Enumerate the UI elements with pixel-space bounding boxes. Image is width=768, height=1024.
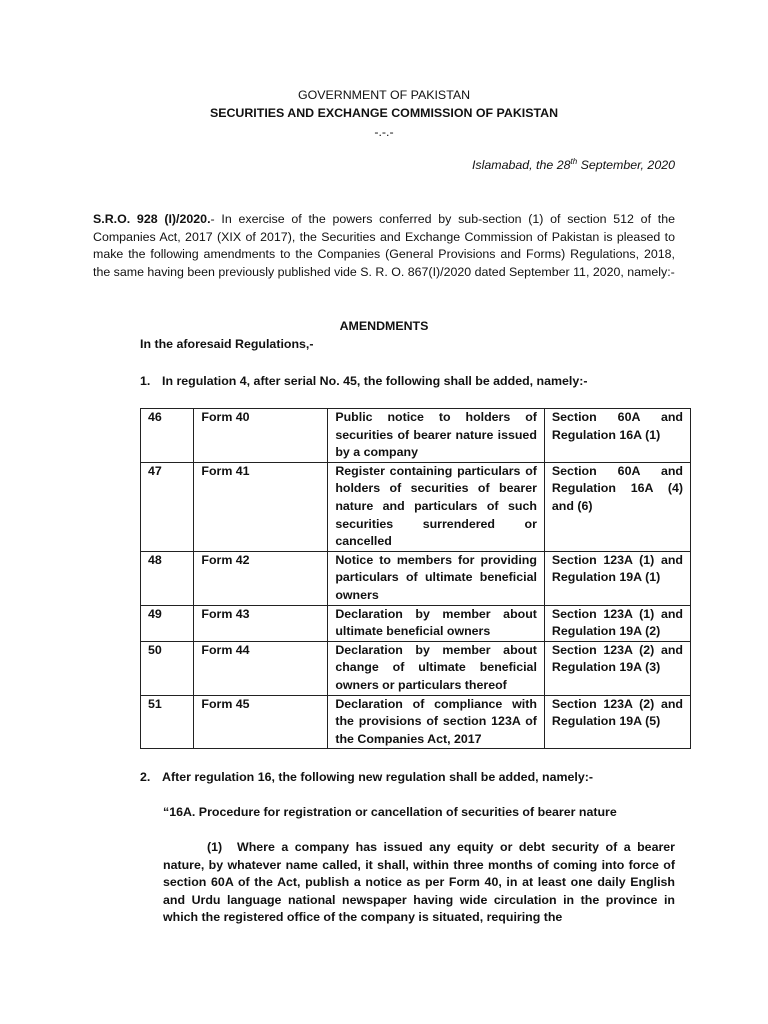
form-cell: Form 45 <box>194 695 328 749</box>
form-cell: Form 41 <box>194 462 328 551</box>
serial-cell: 46 <box>141 409 194 463</box>
government-heading: GOVERNMENT OF PAKISTAN <box>297 88 471 102</box>
reference-cell: Section 60A and Regulation 16A (4) and (6) <box>544 462 690 551</box>
amendments-intro: In the aforesaid Regulations,- <box>140 337 314 351</box>
description-cell: Declaration by member about ultimate beneficial owners <box>328 605 545 641</box>
amendment-item-1 <box>140 373 588 391</box>
description-cell: Register containing particulars of holders of securities of bearer nature and particulars of such securities surrendered or cancelled <box>328 462 545 551</box>
serial-cell: 50 <box>141 641 194 695</box>
header-separator: -.-.- <box>374 125 394 139</box>
subsection-number: (1) <box>207 840 223 854</box>
table-row <box>141 605 691 641</box>
amendment-item-2 <box>140 769 593 787</box>
table-row <box>141 695 691 749</box>
regulation-subsection-1 <box>163 839 675 927</box>
description-cell: Declaration of compliance with the provisions of section 123A of the Companies Act, 2017 <box>328 695 545 749</box>
date-ordinal: th <box>570 156 578 166</box>
reference-cell: Section 123A (2) and Regulation 19A (5) <box>544 695 690 749</box>
description-cell: Notice to members for providing particulars of ultimate beneficial owners <box>328 551 545 605</box>
serial-cell: 49 <box>141 605 194 641</box>
serial-cell: 47 <box>141 462 194 551</box>
serial-cell: 51 <box>141 695 194 749</box>
form-cell: Form 44 <box>194 641 328 695</box>
amendment-item-2-text: After regulation 16, the following new regulation shall be added, namely:- <box>162 770 593 784</box>
table-row <box>141 462 691 551</box>
reference-cell: Section 123A (2) and Regulation 19A (3) <box>544 641 690 695</box>
form-cell: Form 42 <box>194 551 328 605</box>
table-row <box>141 551 691 605</box>
date-suffix: September, 2020 <box>577 158 675 172</box>
reference-cell: Section 123A (1) and Regulation 19A (1) <box>544 551 690 605</box>
form-cell: Form 40 <box>194 409 328 463</box>
table-row <box>141 641 691 695</box>
commission-heading: SECURITIES AND EXCHANGE COMMISSION OF PAKISTAN <box>209 106 559 120</box>
date-prefix: Islamabad, the 28 <box>471 158 571 172</box>
serial-cell: 48 <box>141 551 194 605</box>
amendment-item-2-number: 2. <box>140 770 151 784</box>
amendment-item-1-number: 1. <box>140 374 151 388</box>
amendment-item-1-text: In regulation 4, after serial No. 45, the following shall be added, namely:- <box>162 374 588 388</box>
notification-body: - In exercise of the powers conferred by sub-section (1) of section 512 of the Companies Act, 2017 (XIX of 2017), the Securities and Exchange Commission of Pakistan is pleased to make the following amendments to the Companies (General Provisions and Forms) Regulations, 2018, the same having been previously published vide S. R. O. 867(I)/2020 dated September 11, 2020, namely:- <box>93 212 675 279</box>
regulation-heading: “16A. Procedure for registration or cancellation of securities of bearer nature <box>163 805 617 819</box>
form-cell: Form 43 <box>194 605 328 641</box>
notification-paragraph <box>93 211 675 281</box>
subsection-text: Where a company has issued any equity or debt security of a bearer nature, by whatever name called, it shall, within three months of coming into force of section 60A of the Act, publish a notice as per Form 40, in at least one daily English and Urdu language national newspaper having wide circulation in the province in which the registered office of the company is situated, requiring the <box>163 840 675 925</box>
amendments-heading: AMENDMENTS <box>339 319 429 333</box>
sro-number: S.R.O. 928 (I)/2020. <box>93 212 211 226</box>
reference-cell: Section 123A (1) and Regulation 19A (2) <box>544 605 690 641</box>
description-cell: Declaration by member about change of ultimate beneficial owners or particulars thereof <box>328 641 545 695</box>
table-row <box>141 409 691 463</box>
date-line <box>472 157 675 175</box>
forms-table <box>140 408 691 749</box>
reference-cell: Section 60A and Regulation 16A (1) <box>544 409 690 463</box>
description-cell: Public notice to holders of securities of bearer nature issued by a company <box>328 409 545 463</box>
